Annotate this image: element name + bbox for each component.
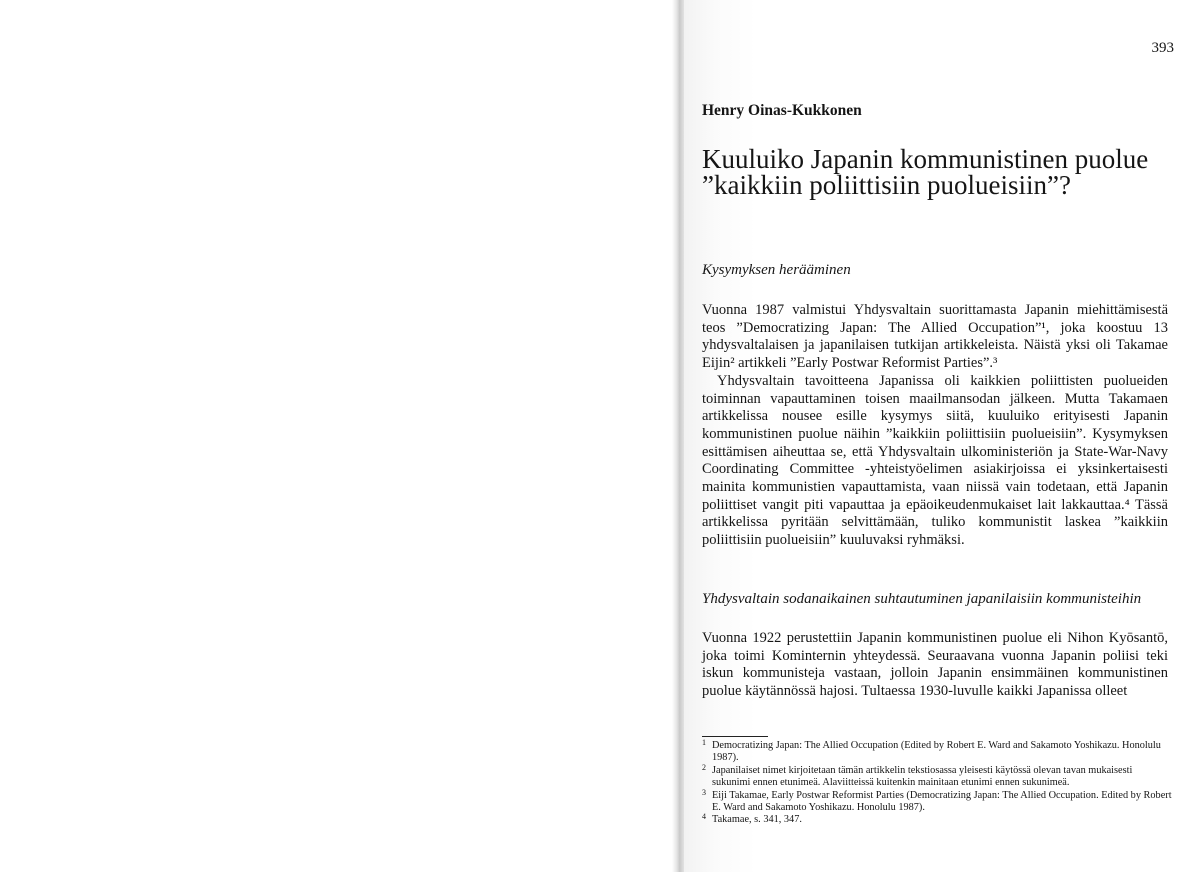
paragraph-1: Vuonna 1987 valmistui Yhdysvaltain suorittamasta Japanin miehittämisestä teos ”Democratizing Japan: The Allied Occupation”¹, joka koostuu 13 yhdysvaltalaisen ja japanilaisen tutkijan artikkeleista. Näistä yksi oli Takamae Eijin² artikkeli ”Early Postwar Reformist Parties”.³: [702, 302, 1168, 372]
footnote-number: 1: [702, 738, 706, 747]
article-title: [702, 146, 1182, 198]
article-title-line-1: Kuuluiko Japanin kommunistinen puolue: [702, 144, 1149, 174]
section-heading-2: Yhdysvaltain sodanaikainen suhtautuminen japanilaisiin kommunisteihin: [702, 591, 1142, 607]
footnotes-list: [702, 740, 1172, 827]
footnote-2: [702, 762, 1172, 790]
section-heading-1: Kysymyksen herääminen: [702, 262, 851, 278]
section-2-body: [702, 630, 1168, 701]
footnote-text: Japanilaiset nimet kirjoitetaan tämän artikkelin tekstiosassa yleisesti käytössä olevan tavan mukaisesti sukunimi ennen etunimeä. Alaviitteissä kuitenkin mainitaan etunimi ennen sukunimeä.: [712, 764, 1133, 789]
article-title-line-2: ”kaikkiin poliittisiin puolueisiin”?: [702, 170, 1071, 200]
footnote-number: 4: [702, 812, 706, 822]
footnote-text: Eiji Takamae, Early Postwar Reformist Parties (Democratizing Japan: The Allied Occupation. Edited by Robert E. Ward and Sakamoto Yoshikazu. Honolulu 1987).: [712, 789, 1172, 814]
footnote-divider: [702, 736, 768, 737]
footnote-text: Democratizing Japan: The Allied Occupation (Edited by Robert E. Ward and Sakamoto Yoshikazu. Honolulu 1987).: [712, 740, 1161, 764]
footnote-4: [702, 814, 1172, 826]
paragraph-3: Vuonna 1922 perustettiin Japanin kommunistinen puolue eli Nihon Kyōsantō, joka toimi Kominternin yhteydessä. Seuraavana vuonna Japanin poliisi teki iskun kommunisteja vastaan, jolloin Japanin ensimmäinen kommunistinen puolue käytännössä hajosi. Tultaessa 1930-luvulle kaikki Japanissa olleet: [702, 630, 1168, 700]
footnote-number: 3: [702, 787, 706, 797]
section-1-body: [702, 302, 1168, 550]
paragraph-2: Yhdysvaltain tavoitteena Japanissa oli kaikkien poliittisten puolueiden toiminnan vapauttaminen toisen maailmansodan jälkeen. Mutta Takamaen artikkelissa nousee esille kysymys siitä, kuuluiko erityisesti Japanin kommunistinen puolue näihin ”kaikkiin poliittisiin puolueisiin”. Kysymyksen esittämisen aiheuttaa se, että Yhdysvaltain ulkoministeriön ja State-War-Navy Coordinating Committee -yhteistyöelimen asiakirjoissa ei yksinkertaisesti mainita kommunistien vapauttamista, vaan niissä vain todetaan, että Japanin poliittiset vangit piti vapauttaa ja epäoikeudenmukaiset lait lakkauttaa.⁴ Tässä artikkelissa pyritään selvittämään, tuliko kommunistit laskea ”kaikkiin poliittisiin puolueisiin” kuuluvaksi ryhmäksi.: [702, 372, 1168, 549]
author-name: Henry Oinas-Kukkonen: [702, 102, 862, 119]
footnote-1: [702, 740, 1172, 765]
footnote-number: 2: [702, 762, 706, 772]
footnote-3: [702, 787, 1172, 815]
footnote-text: Takamae, s. 341, 347.: [712, 814, 802, 826]
page-number: 393: [1151, 40, 1174, 56]
article-page: [684, 0, 1200, 872]
